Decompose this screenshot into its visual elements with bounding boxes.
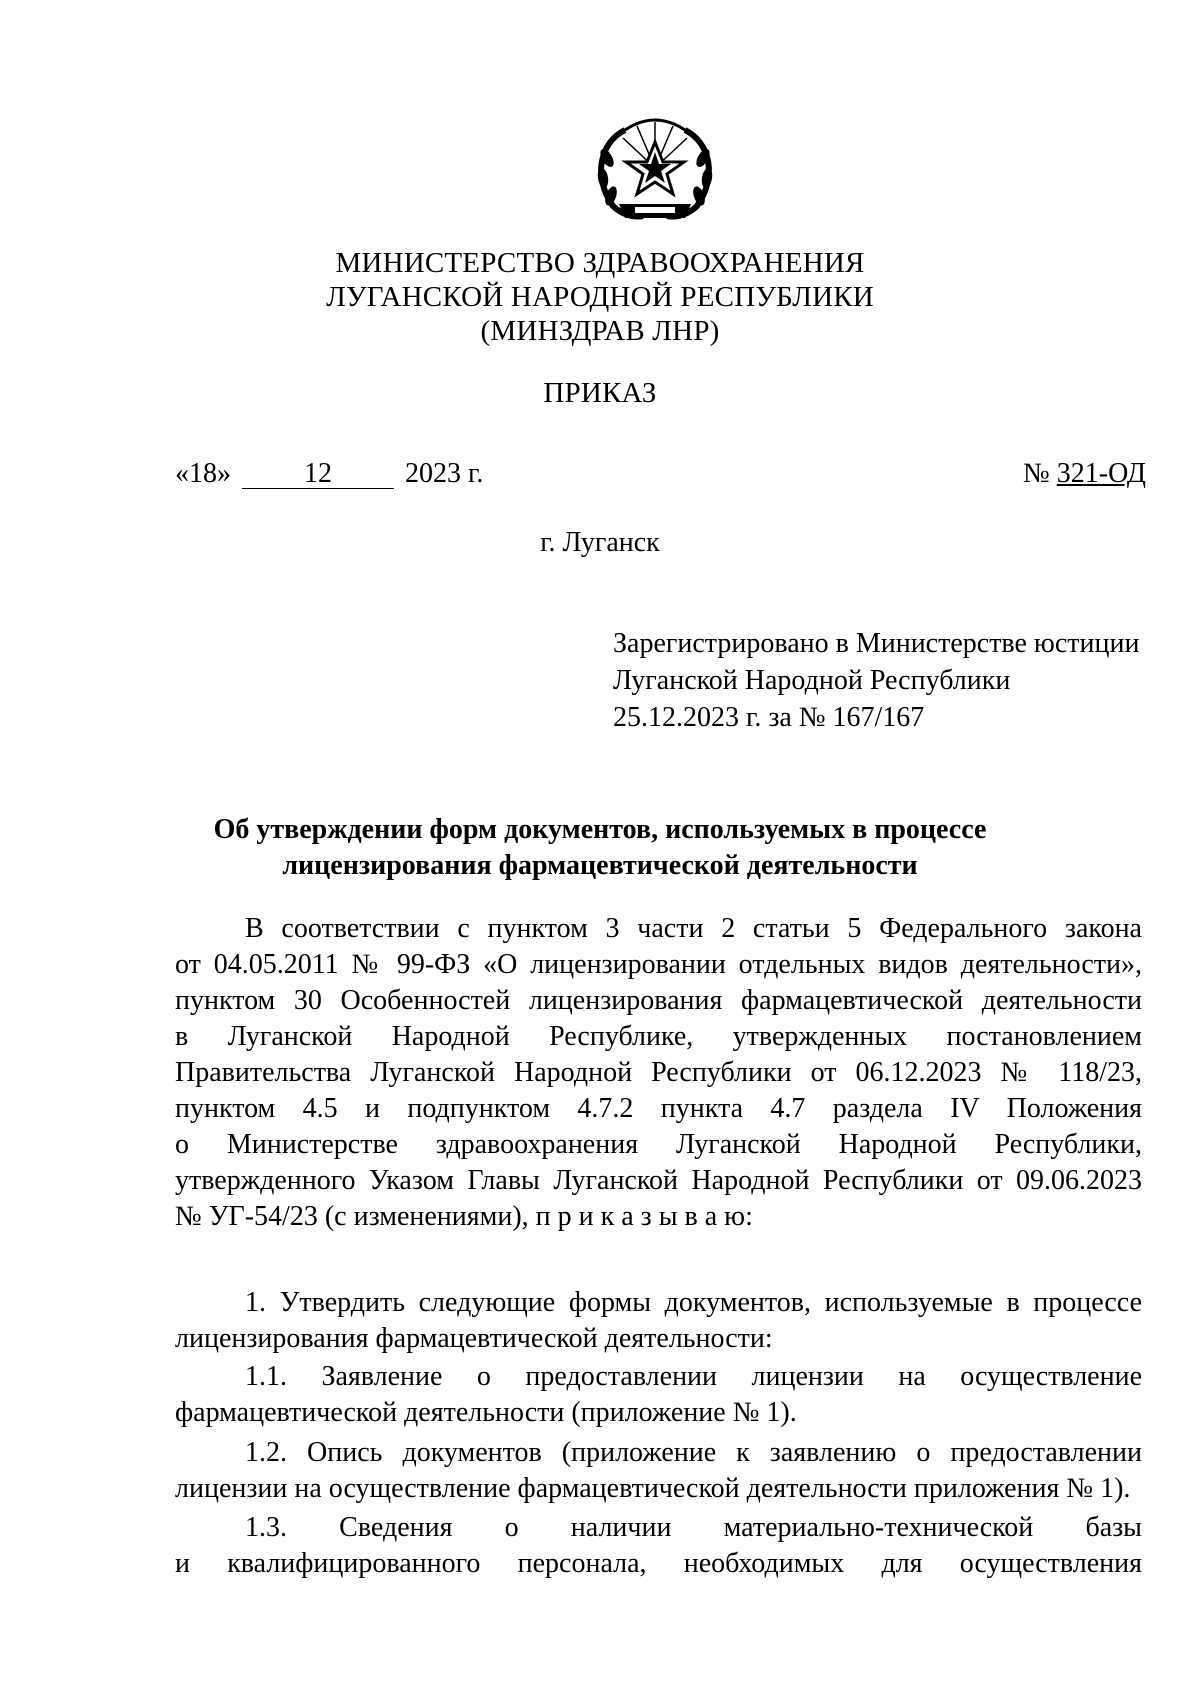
ministry-name-line2: ЛУГАНСКОЙ НАРОДНОЙ РЕСПУБЛИКИ [326,281,874,313]
order-number-value: 321-ОД [1056,458,1146,489]
preamble-line: пунктом 4.5 и подпунктом 4.7.2 пункта 4.7 раздела IV Положения [175,1093,1142,1124]
order-number [1010,456,1146,492]
registration-line2: Луганской Народной Республики [613,665,1011,696]
item-1-1-line1: 1.1. Заявление о предоставлении лицензии на осуществление [245,1361,1142,1392]
order-number-prefix: № [1023,458,1050,489]
registration-line1: Зарегистрировано в Министерстве юстиции [613,628,1140,659]
order-date [175,456,483,492]
preamble-last-line: № УГ-54/23 (с изменениями), п р и к а з ы в а ю: [175,1201,753,1232]
item-1-3-line2: и квалифицированного персонала, необходимых для осуществления [175,1548,1142,1579]
preamble-line: В соответствии с пунктом 3 части 2 статьи 5 Федерального закона [245,913,1142,944]
registration-line3: 25.12.2023 г. за № 167/167 [613,702,925,733]
registration-note [613,626,1139,737]
item-1-2-line1: 1.2. Опись документов (приложение к заявлению о предоставлении [245,1437,1142,1468]
order-date-month-value: 12 [304,458,332,489]
order-date-year: 2023 г. [405,458,484,489]
item-1-3-line1: 1.3. Сведения о наличии материально-технической базы [245,1512,1142,1543]
order-date-month [242,460,394,489]
city: г. Луганск [540,527,660,558]
order-title-line2: лицензирования фармацевтической деятельности [282,850,918,881]
order-title-line1: Об утверждении форм документов, используемых в процессе [213,814,987,845]
preamble-line: Правительства Луганской Народной Республики от 06.12.2023 № 118/23, [175,1057,1142,1088]
coat-of-arms-emblem [585,108,725,228]
document-type: ПРИКАЗ [543,377,657,409]
item-1-line2: лицензирования фармацевтической деятельности: [175,1323,773,1354]
order-date-day: «18» [175,458,231,489]
ministry-abbreviation: (МИНЗДРАВ ЛНР) [480,315,720,347]
preamble-line: о Министерстве здравоохранения Луганской Народной Республики, [175,1129,1142,1160]
preamble-line: пунктом 30 Особенностей лицензирования фармацевтической деятельности [175,985,1142,1016]
preamble-line: утвержденного Указом Главы Луганской Народной Республики от 09.06.2023 [175,1165,1142,1196]
item-1-line1: 1. Утвердить следующие формы документов, используемые в процессе [245,1287,1142,1318]
item-1-2-line2: лицензии на осуществление фармацевтической деятельности приложения № 1). [175,1473,1131,1504]
preamble-line: в Луганской Народной Республике, утвержденных постановлением [175,1021,1142,1052]
preamble-line: от 04.05.2011 № 99-ФЗ «О лицензировании отдельных видов деятельности», [175,949,1142,980]
ministry-name-line1: МИНИСТЕРСТВО ЗДРАВООХРАНЕНИЯ [335,247,865,279]
item-1-1-line2: фармацевтической деятельности (приложение № 1). [175,1397,797,1428]
